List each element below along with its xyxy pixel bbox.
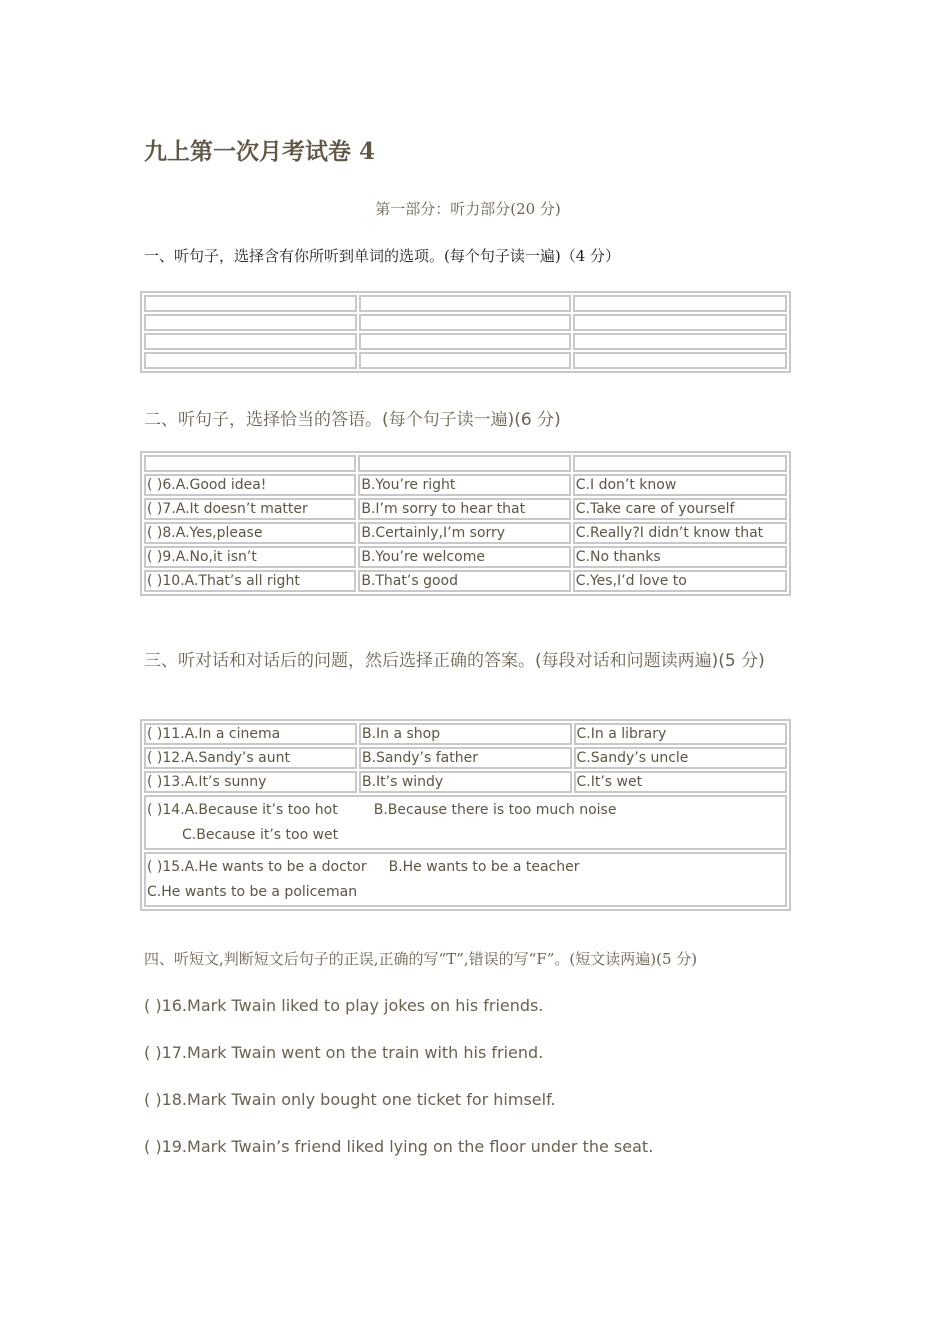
- table-row: [144, 314, 787, 331]
- table-row: [144, 771, 787, 793]
- option-c: C.Take care of yourself: [573, 498, 787, 520]
- page-title: 九上第一次月考试卷 4: [144, 138, 376, 165]
- option-c: C.It’s wet: [574, 771, 787, 793]
- table-row: [144, 352, 787, 369]
- table-row: [144, 522, 787, 544]
- section2-table: [140, 451, 791, 596]
- option-c: C.He wants to be a policeman: [147, 884, 358, 900]
- section2-heading: 二、听句子，选择恰当的答语。(每个句子读一遍)(6 分): [144, 410, 561, 430]
- section1-heading: 一、听句子，选择含有你所听到单词的选项。(每个句子读一遍)（4 分）: [144, 247, 621, 265]
- question-15-cell: [144, 852, 787, 907]
- section3-table: [140, 719, 791, 911]
- list-item: ( )19.Mark Twain’s friend liked lying on the floor under the seat.: [144, 1137, 654, 1156]
- option-b: B.In a shop: [359, 723, 572, 745]
- table-cell: [144, 314, 357, 331]
- list-item: ( )18.Mark Twain only bought one ticket for himself.: [144, 1090, 556, 1109]
- list-item: ( )17.Mark Twain went on the train with his friend.: [144, 1043, 544, 1062]
- table-cell: [359, 314, 572, 331]
- option-b: B.You’re welcome: [358, 546, 570, 568]
- table-row: [144, 546, 787, 568]
- option-a: ( )12.A.Sandy’s aunt: [144, 747, 357, 769]
- option-c: C.Because it’s too wet: [182, 827, 339, 843]
- table-cell: [144, 333, 357, 350]
- option-c: C.No thanks: [573, 546, 787, 568]
- table-row: [144, 570, 787, 592]
- option-b: B.You’re right: [358, 474, 570, 496]
- section1-table: [140, 291, 791, 373]
- option-c: C.Really?I didn’t know that: [573, 522, 787, 544]
- table-row: [144, 723, 787, 745]
- part-heading: 第一部分：听力部分(20 分): [375, 200, 561, 218]
- question-14-cell: [144, 795, 787, 850]
- option-a: ( )6.A.Good idea!: [144, 474, 356, 496]
- option-a: ( )8.A.Yes,please: [144, 522, 356, 544]
- table-row: [144, 474, 787, 496]
- table-cell: [144, 352, 357, 369]
- table-cell: [573, 333, 787, 350]
- option-b: B.Sandy’s father: [359, 747, 572, 769]
- table-row: [144, 795, 787, 850]
- table-row: [144, 498, 787, 520]
- table-cell: [359, 333, 572, 350]
- option-b: B.Because there is too much noise: [373, 802, 617, 818]
- option-a: ( )7.A.It doesn’t matter: [144, 498, 356, 520]
- table-cell: [573, 352, 787, 369]
- table-row: [144, 455, 787, 472]
- option-a: ( )15.A.He wants to be a doctor: [147, 859, 367, 875]
- table-row: [144, 295, 787, 312]
- option-b: B.It’s windy: [359, 771, 572, 793]
- table-cell: [573, 314, 787, 331]
- table-cell: [359, 295, 572, 312]
- option-b: B.Certainly,I’m sorry: [358, 522, 570, 544]
- option-c: C.Yes,I’d love to: [573, 570, 787, 592]
- table-cell: [359, 352, 572, 369]
- option-b: B.That’s good: [358, 570, 570, 592]
- table-cell: [144, 455, 356, 472]
- option-b: B.I’m sorry to hear that: [358, 498, 570, 520]
- option-c: C.I don’t know: [573, 474, 787, 496]
- option-c: C.Sandy’s uncle: [574, 747, 787, 769]
- section3-heading: 三、听对话和对话后的问题，然后选择正确的答案。(每段对话和问题读两遍)(5 分): [144, 651, 765, 671]
- table-cell: [358, 455, 570, 472]
- option-b: B.He wants to be a teacher: [388, 859, 580, 875]
- option-a: ( )9.A.No,it isn’t: [144, 546, 356, 568]
- table-row: [144, 747, 787, 769]
- section4-heading: 四、听短文,判断短文后句子的正误,正确的写“T”,错误的写“F”。(短文读两遍)(5 分): [144, 950, 698, 968]
- option-a: ( )10.A.That’s all right: [144, 570, 356, 592]
- list-item: ( )16.Mark Twain liked to play jokes on his friends.: [144, 996, 544, 1015]
- option-a: ( )11.A.In a cinema: [144, 723, 357, 745]
- option-a: ( )13.A.It’s sunny: [144, 771, 357, 793]
- table-row: [144, 333, 787, 350]
- table-cell: [573, 455, 787, 472]
- table-row: [144, 852, 787, 907]
- option-a: ( )14.A.Because it’s too hot: [147, 802, 338, 818]
- table-cell: [144, 295, 357, 312]
- option-c: C.In a library: [574, 723, 787, 745]
- table-cell: [573, 295, 787, 312]
